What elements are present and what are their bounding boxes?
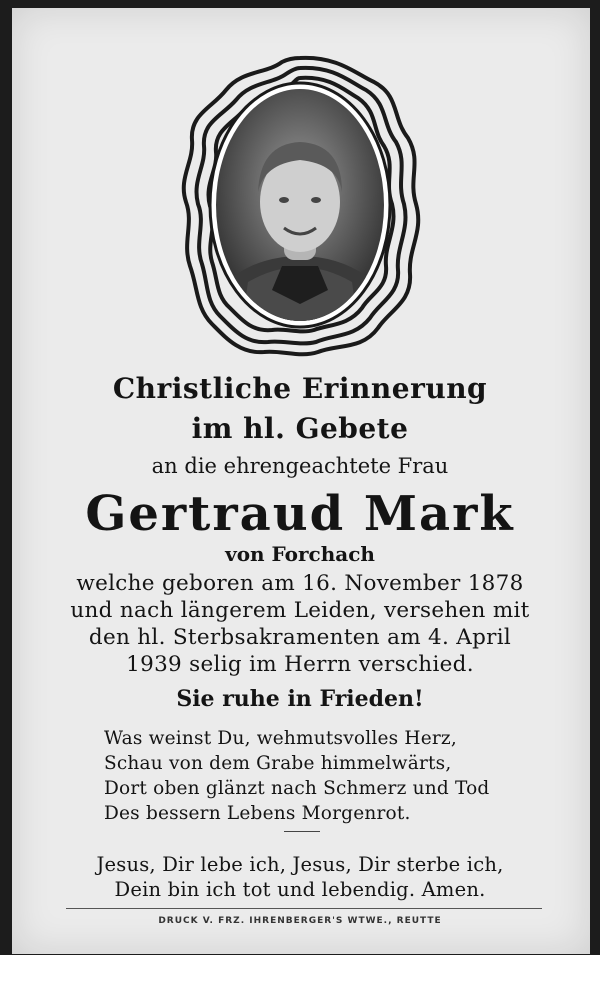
card-title-line1: Christliche Erinnerung <box>112 372 488 405</box>
page-margin <box>0 955 600 1000</box>
card-title-line2: im hl. Gebete <box>191 412 409 445</box>
rest-in-peace-line: Sie ruhe in Frieden! <box>176 686 424 712</box>
bio-line: den hl. Sterbsakramenten am 4. April <box>88 625 512 650</box>
origin-line: von Forchach <box>225 542 375 566</box>
bio-line: 1939 selig im Herrn verschied. <box>126 652 474 677</box>
footer-divider <box>66 908 542 909</box>
prayer-line: Dein bin ich tot und lebendig. Amen. <box>114 878 486 901</box>
bio-line: welche geboren am 16. November 1878 <box>76 571 524 596</box>
deceased-name: Gertraud Mark <box>85 486 515 542</box>
verse-line: Schau von dem Grabe himmelwärts, <box>104 753 452 774</box>
dedication-line: an die ehrengeachtete Frau <box>151 454 449 478</box>
verse-line: Des bessern Lebens Morgenrot. <box>104 803 411 824</box>
portrait-photo-icon <box>178 52 422 358</box>
verse-line: Was weinst Du, wehmutsvolles Herz, <box>104 728 457 749</box>
section-divider <box>284 831 320 832</box>
portrait-frame <box>178 52 422 358</box>
bio-line: und nach längerem Leiden, versehen mit <box>70 598 530 623</box>
printer-imprint: DRUCK V. FRZ. IHRENBERGER'S WTWE., REUTTE <box>158 916 442 926</box>
prayer-line: Jesus, Dir lebe ich, Jesus, Dir sterbe ich, <box>96 853 504 876</box>
verse-line: Dort oben glänzt nach Schmerz und Tod <box>104 778 490 799</box>
